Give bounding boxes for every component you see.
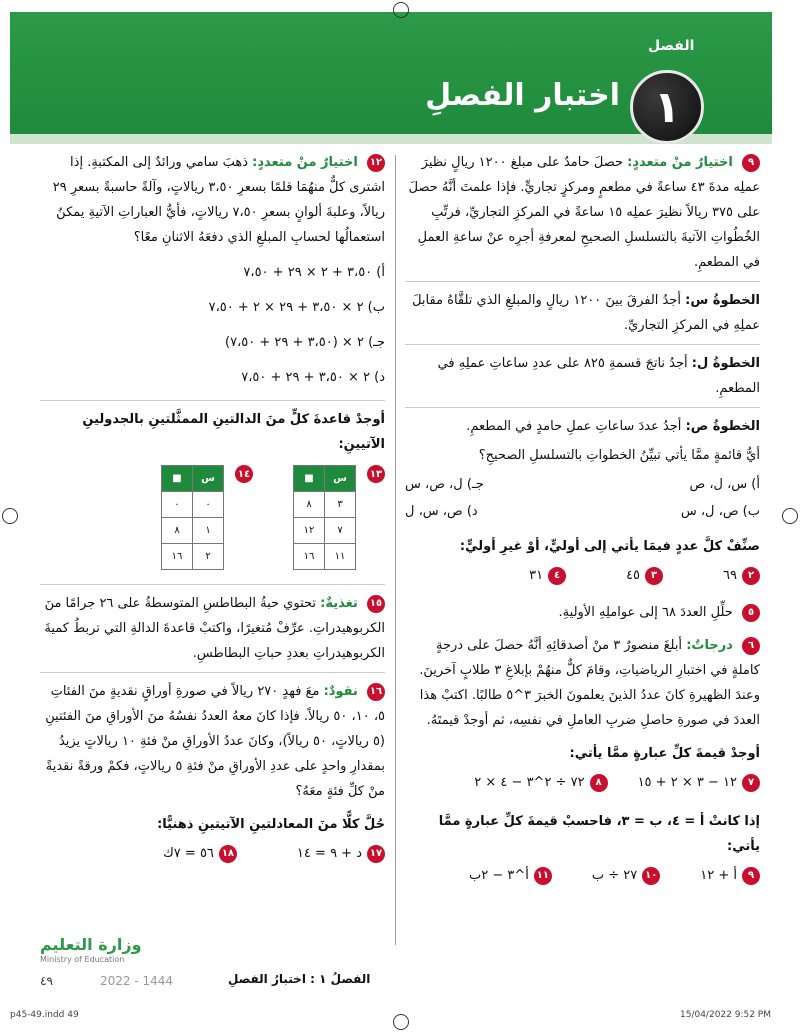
question-number-badge: ١٢ bbox=[367, 154, 385, 172]
left-column bbox=[40, 150, 385, 866]
table-row bbox=[294, 492, 356, 518]
ministry-logo-text: وزارة التعليم bbox=[40, 935, 142, 954]
question-16 bbox=[40, 679, 385, 804]
question-number-badge: ١٦ bbox=[367, 683, 385, 701]
solve-title: حُلَّ كلًّا منَ المعادلتينِ الآتيتينِ ذهنيًّا: bbox=[157, 817, 385, 832]
question-text: حلِّلِ العددَ ٦٨ إلى عواملِهِ الأوليةِ. bbox=[558, 605, 733, 620]
registration-mark-icon bbox=[782, 508, 798, 524]
classify-value: ٤٥ bbox=[626, 568, 641, 583]
question-number-badge: ١١ bbox=[534, 867, 552, 885]
column-divider bbox=[395, 155, 396, 945]
table-row bbox=[162, 492, 224, 518]
file-info: p45-49.indd 49 bbox=[10, 1010, 79, 1020]
question-number-badge: ٩ bbox=[742, 154, 760, 172]
chapter-number-badge: ١ bbox=[630, 70, 704, 144]
classify-value: ٣١ bbox=[529, 568, 544, 583]
step-l-text: أجدُ ناتجَ قسمةِ ٨٢٥ على عددِ ساعاتِ عملِهِ في المطعمِ. bbox=[437, 356, 760, 396]
print-timestamp: 15/04/2022 9:52 PM bbox=[680, 1010, 771, 1020]
question-number-badge: ٥ bbox=[742, 604, 760, 622]
table-cell: ٣ bbox=[325, 492, 356, 518]
table-cell: ١٦ bbox=[294, 544, 325, 570]
registration-mark-icon bbox=[2, 508, 18, 524]
expression: ٢٧ ÷ ب bbox=[591, 868, 638, 883]
right-column bbox=[405, 150, 760, 888]
page-footer bbox=[40, 962, 760, 1002]
question-number-badge: ١٨ bbox=[219, 845, 237, 863]
expression-c: جـ) ٢ × (٣،٥٠ + ٢٩ + ٧،٥٠) bbox=[225, 335, 385, 350]
classify-title: صنِّفْ كلَّ عددٍ فيمَا يأتي إلى أوليٍّ، أوْ غيرِ أوليٍّ: bbox=[459, 539, 760, 554]
question-keyword: اختيارٌ منْ متعددٍ: bbox=[252, 155, 358, 170]
registration-mark-icon bbox=[393, 1014, 409, 1030]
question-number-badge: ٧ bbox=[742, 774, 760, 792]
expression-a: أ) ٣،٥٠ + ٢ × ٢٩ + ٧،٥٠ bbox=[243, 265, 385, 280]
table-row bbox=[162, 518, 224, 544]
evaluate-title: أوجدْ قيمةَ كلِّ عبارةٍ ممَّا يأتي: bbox=[569, 746, 760, 761]
question-number-badge: ٨ bbox=[590, 774, 608, 792]
table-cell: ٢ bbox=[193, 544, 224, 570]
table-cell: ٠ bbox=[193, 492, 224, 518]
page-title: اختبار الفصلِ bbox=[425, 78, 620, 113]
chapter-label: الفصل bbox=[648, 38, 695, 54]
footer-chapter-title: الفصلُ ١ : اختبارُ الفصلِ bbox=[228, 972, 371, 986]
equation: ٥٦ = ٧ك bbox=[163, 846, 214, 861]
question-keyword: نقودٌ: bbox=[323, 684, 358, 699]
page-number: ٤٩ bbox=[40, 974, 53, 988]
step-p-text: أجدُ عددَ ساعاتِ عملِ حامدٍ في المطعمِ. bbox=[466, 419, 682, 434]
separator bbox=[40, 584, 385, 585]
table-cell: ٨ bbox=[162, 518, 193, 544]
question-9 bbox=[405, 150, 760, 275]
equation: د + ٩ = ١٤ bbox=[296, 846, 362, 861]
classify-value: ٦٩ bbox=[723, 568, 737, 583]
table-cell: ٠ bbox=[162, 492, 193, 518]
question-keyword: اختيارٌ منْ متعددٍ: bbox=[627, 155, 733, 170]
if-given-title: إذا كانتْ أ = ٤، ب = ٣، فاحسبْ قيمةَ كلِّ عبارةٍ ممَّا يأتي: bbox=[438, 814, 760, 854]
question-text: حصلَ حامدٌ على مبلغ ١٢٠٠ ريالٍ نظيرَ عملِه مدةَ ٤٣ ساعةً في مطعمٍ ومركزٍ تجاريٍّ. فإذا علمتَ أنَّهُ حصلَ على ٣٧٥ ريالاً نظيرَ عملِه ١٥ ساعةً في المركزِ التجاريِّ، فرتِّبِ الخُطُواتِ الآتيةَ بالتسلسلِ الصحيحِ لمعرفةِ أجرِه عنْ ساعةِ العملِ في المطعمِ. bbox=[408, 155, 760, 270]
table-header: ■ bbox=[294, 466, 325, 492]
question-text: تحتوي حبةُ البطاطسِ المتوسطةُ على ٢٦ جرامًا منَ الكربوهيدراتِ. عرِّفْ مُتغيرًا، واكتبْ قاعدةَ الدالةِ التي تربطُ كميةَ الكربوهيدراتِ بعددِ حباتِ البطاطسِ. bbox=[44, 596, 385, 661]
step-l-label: الخطوةُ ل: bbox=[691, 356, 760, 371]
question-6 bbox=[405, 633, 760, 733]
question-text: أبلغَ منصورٌ ٣ منْ أصدقائِهِ أنَّهُ حصلَ على درجةٍ كاملةٍ في اختبارِ الرياضياتِ، وقامَ كلٌّ منهُمْ بإبلاغِ ٣ طلابٍ آخرينَ. وعندَ الظهيرةِ كانَ عددُ الذينَ يعلمونَ الخبرَ ٣^٥ طالبًا. اكتبْ هذا العددَ في صورةِ حاصلِ ضربِ العاملِ في نفسِه، ثم أوجدْ قيمتَهُ. bbox=[419, 638, 760, 728]
separator bbox=[40, 672, 385, 673]
question-number-badge: ١٤ bbox=[235, 465, 253, 483]
expression-d: د) ٢ × ٣،٥٠ + ٢٩ + ٧،٥٠ bbox=[241, 370, 385, 385]
step-s-text: أجدُ الفرقَ بينَ ١٢٠٠ ريالٍ والمبلغِ الذي تلقَّاهُ مقابلَ عملِهِ في المركزِ التجاريِّ. bbox=[412, 293, 760, 333]
expression: ٧٢ ÷ ٢^٣ − ٤ × ٢ bbox=[474, 775, 585, 790]
question-number-badge: ٢ bbox=[742, 567, 760, 585]
table-header: س bbox=[193, 466, 224, 492]
question-12 bbox=[40, 150, 385, 250]
table-row bbox=[294, 518, 356, 544]
separator bbox=[40, 400, 385, 401]
table-header: س bbox=[325, 466, 356, 492]
ministry-logo-subtitle: Ministry of Education bbox=[40, 955, 125, 964]
question-number-badge: ٤ bbox=[548, 567, 566, 585]
function-table-14 bbox=[161, 465, 224, 570]
step-p-label: الخطوةُ ص: bbox=[685, 419, 760, 434]
registration-mark-icon bbox=[393, 2, 409, 18]
step-s-label: الخطوةُ س: bbox=[685, 293, 760, 308]
question-number-badge: ٩ bbox=[742, 867, 760, 885]
question-number-badge: ١٠ bbox=[642, 867, 660, 885]
expression: ١٢ − ٣ × ٢ + ١٥ bbox=[637, 775, 737, 790]
question-number-badge: ١٣ bbox=[367, 465, 385, 483]
separator bbox=[405, 281, 760, 282]
question-number-badge: ٣ bbox=[645, 567, 663, 585]
expression: أ^٣ − ٢ب bbox=[468, 868, 529, 883]
table-cell: ١ bbox=[193, 518, 224, 544]
question-text: ذهبَ سامي ورائدٌ إلى المكتبةِ. إذا اشترى كلٌّ منهُمَا قلمًا بسعرِ ٣،٥٠ ريالاتٍ، وآلةً حاسبةً بسعرِ ٢٩ ريالاً، وعلبةَ ألوانٍ بسعرِ ٧،٥٠ ريالاتٍ، فأيُّ العباراتِ الآتيةِ يمكنُ استعمالُها لحسابِ المبلغِ الذي دفعَهُ الاثنانِ معًا؟ bbox=[52, 155, 385, 245]
table-row bbox=[294, 544, 356, 570]
order-question: أيُّ قائمةٍ ممَّا يأتي تبيِّنُ الخطواتِ بالتسلسلِ الصحيحِ؟ bbox=[478, 448, 760, 463]
rule-title: أوجدْ قاعدةَ كلٍّ منَ الدالتينِ الممثَّلتينِ بالجدولينِ الآتيينِ: bbox=[82, 412, 385, 452]
question-5 bbox=[405, 600, 760, 625]
edition-year: 2022 - 1444 bbox=[100, 974, 174, 988]
option-a: أ) س، ل، ص bbox=[689, 477, 760, 492]
question-15 bbox=[40, 591, 385, 666]
table-row bbox=[162, 544, 224, 570]
question-keyword: درجاتٌ: bbox=[686, 638, 733, 653]
separator bbox=[405, 344, 760, 345]
question-number-badge: ١٧ bbox=[367, 845, 385, 863]
separator bbox=[405, 407, 760, 408]
expression: أ + ١٢ bbox=[700, 868, 737, 883]
option-d: د) ص، س، ل bbox=[405, 504, 478, 519]
question-keyword: تغذيةٌ: bbox=[320, 596, 358, 611]
table-cell: ٨ bbox=[294, 492, 325, 518]
table-cell: ١١ bbox=[325, 544, 356, 570]
table-cell: ١٢ bbox=[294, 518, 325, 544]
option-c: جـ) ل، ص، س bbox=[405, 477, 484, 492]
table-header: ■ bbox=[162, 466, 193, 492]
question-text: معَ فهدٍ ٢٧٠ ريالاً في صورةِ أوراقٍ نقديةٍ منَ الفئاتِ ٥، ١٠، ٥٠ ريالاً. فإذا كانَ معهُ العددُ نفسُهُ منَ الأوراقِ منَ الفئتينِ (٥ ريالاتٍ، ٥٠ ريالاً)، وكانَ عددُ الأوراقِ منْ فئةِ ١٠ ريالاتٍ يزيدُ بمقدارِ واحدٍ على عددِ الأوراقِ منْ فئةِ ٥ ريالاتٍ، فكمْ ورقةً نقديةً منْ كلِّ فئةٍ معَهُ؟ bbox=[45, 684, 385, 799]
table-cell: ١٦ bbox=[162, 544, 193, 570]
option-b: ب) ص، ل، س bbox=[680, 504, 760, 519]
question-number-badge: ١٥ bbox=[367, 595, 385, 613]
question-number-badge: ٦ bbox=[742, 637, 760, 655]
expression-b: ب) ٢ × ٣،٥٠ + ٢٩ × ٢ + ٧،٥٠ bbox=[208, 300, 385, 315]
function-tables bbox=[40, 465, 385, 570]
function-table-13 bbox=[293, 465, 356, 570]
table-cell: ٧ bbox=[325, 518, 356, 544]
